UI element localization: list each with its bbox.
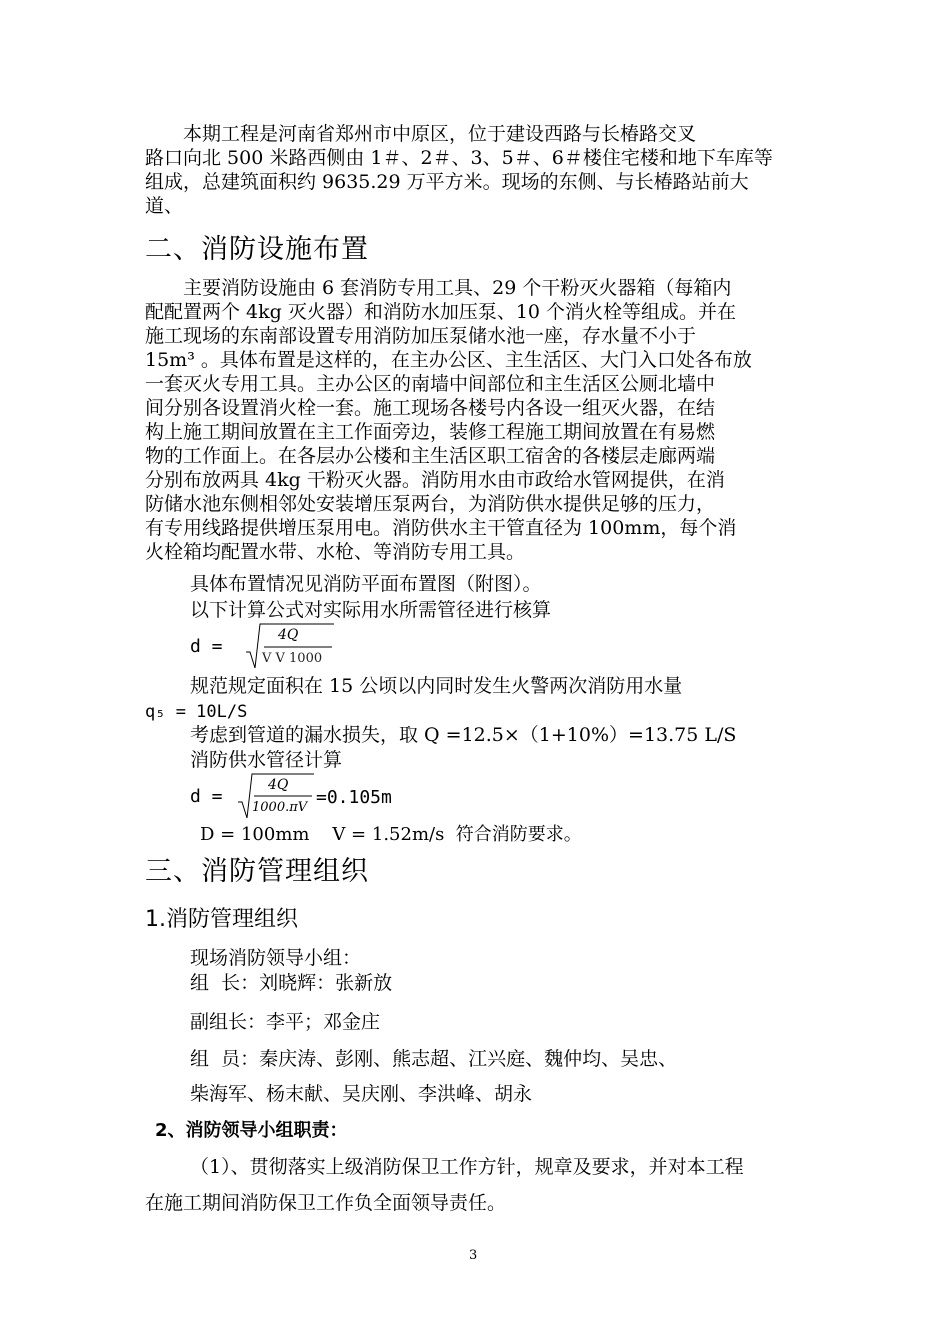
subsection1-heading: 1.消防管理组织 (145, 907, 298, 932)
formula2-denominator: 1000.πV (252, 800, 308, 815)
intro-paragraph (145, 122, 807, 218)
calc-intro: 以下计算公式对实际用水所需管径进行核算 (190, 599, 552, 621)
formula1-denominator: V V 1000 (262, 651, 323, 666)
formula1-lhs: d = (190, 636, 223, 657)
para-line: 间分别各设置消火栓一套。施工现场各楼号内各设一组灭火器，在结 (145, 397, 716, 419)
section2-paragraph (145, 276, 807, 564)
para-line: 15m³ 。具体布置是这样的，在主办公区、主生活区、大门入口处各布放 (145, 349, 752, 371)
para-line: 防储水池东侧相邻处安装增压泵两台，为消防供水提供足够的压力， (145, 493, 716, 515)
para-line: 有专用线路提供增压泵用电。消防供水主干管直径为 100mm，每个消 (145, 517, 737, 539)
spec-line-1: 规范规定面积在 15 公顷以内同时发生火警两次消防用水量 (190, 675, 683, 697)
intro-line: 本期工程是河南省郑州市中原区，位于建设西路与长椿路交叉 (183, 123, 697, 145)
para-line: 施工现场的东南部设置专用消防加压泵储水池一座，存水量不小于 (145, 325, 697, 347)
para-line: 一套灭火专用工具。主办公区的南墙中间部位和主生活区公厕北墙中 (145, 373, 716, 395)
leak-line: 考虑到管道的漏水损失，取 Q =12.5×（1+10%）=13.75 L/S (190, 724, 737, 746)
page-number: 3 (469, 1248, 478, 1263)
para-line: 配配置两个 4kg 灭火器）和消防水加压泵、10 个消火栓等组成。并在 (145, 301, 737, 323)
team-members-line-2: 柴海军、杨末献、吴庆刚、李洪峰、胡永 (190, 1083, 533, 1105)
subsection2-heading: 2、消防领导小组职责： (155, 1120, 348, 1141)
duty-line-1: （1）、贯彻落实上级消防保卫工作方针，规章及要求，并对本工程 (190, 1156, 744, 1178)
intro-line: 路口向北 500 米路西侧由 1＃、2＃、3、5＃、6＃楼住宅楼和地下车库等 (145, 147, 773, 169)
para-line: 分别布放两具 4kg 干粉灭火器。消防用水由市政给水管网提供，在消 (145, 469, 725, 491)
section2-heading: 二、消防设施布置 (145, 234, 369, 265)
para-line: 火栓箱均配置水带、水枪、等消防专用工具。 (145, 541, 526, 563)
result-line: D = 100mm V = 1.52m/s 符合消防要求。 (200, 824, 582, 845)
intro-line: 道、 (145, 195, 184, 217)
team-vice-leader: 副组长：李平；邓金庄 (190, 1011, 381, 1033)
para-line: 主要消防设施由 6 套消防专用工具、29 个干粉灭火器箱（每箱内 (183, 277, 732, 299)
layout-note: 具体布置情况见消防平面布置图（附图）。 (190, 573, 542, 595)
team-members-line-1: 组 员：秦庆涛、彭刚、熊志超、江兴庭、魏仲均、吴忠、 (190, 1048, 678, 1070)
team-title: 现场消防领导小组： (190, 947, 362, 969)
team-leader: 组 长：刘晓辉：张新放 (190, 972, 393, 994)
formula2-result: =0.105m (316, 787, 392, 808)
duty-line-2: 在施工期间消防保卫工作负全面领导责任。 (145, 1192, 507, 1214)
para-line: 物的工作面上。在各层办公楼和主生活区职工宿舍的各楼层走廊两端 (145, 445, 716, 467)
formula2-numerator: 4Q (268, 777, 289, 793)
section3-heading: 三、消防管理组织 (145, 856, 369, 887)
para-line: 构上施工期间放置在主工作面旁边，装修工程施工期间放置在有易燃 (145, 421, 716, 443)
spec-line-2: q₅ = 10L/S (145, 702, 248, 722)
formula2-lhs: d = (190, 786, 223, 807)
calc-title: 消防供水管径计算 (190, 749, 343, 771)
intro-line: 组成，总建筑面积约 9635.29 万平方米。现场的东侧、与长椿路站前大 (145, 171, 749, 193)
formula1-numerator: 4Q (278, 627, 299, 643)
